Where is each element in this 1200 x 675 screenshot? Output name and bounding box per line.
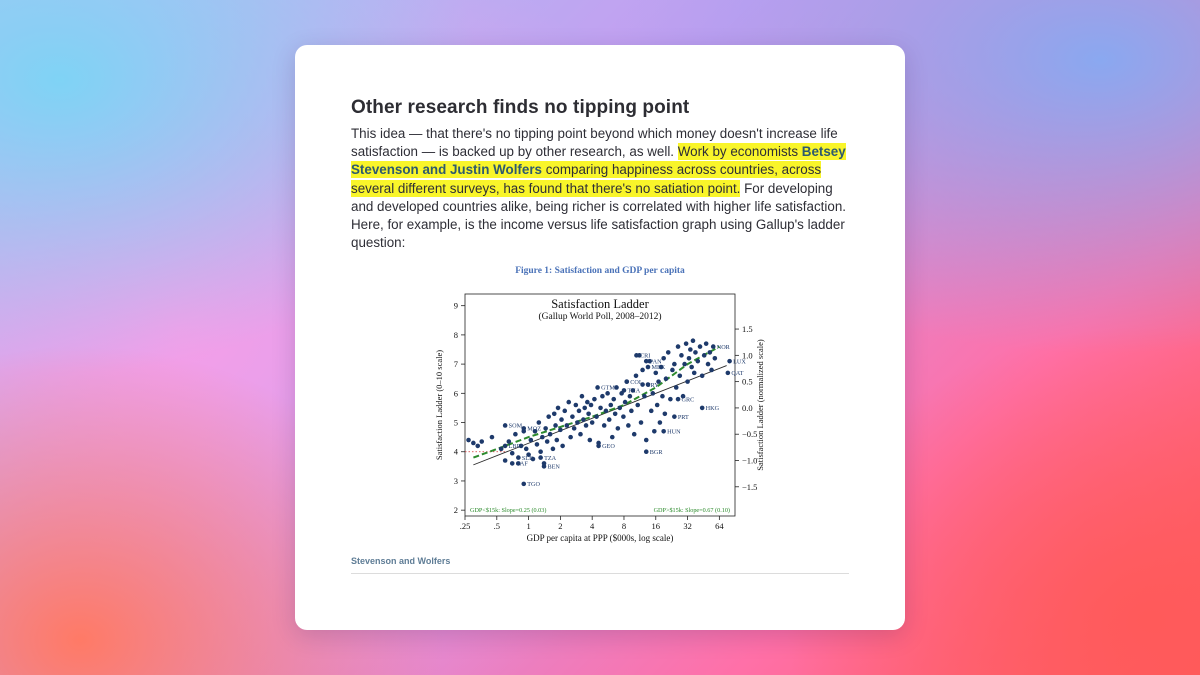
data-point xyxy=(611,397,616,402)
data-point xyxy=(644,438,649,443)
y-tick-label: 3 xyxy=(453,475,458,486)
paragraph-text-1: This idea — that there's no tipping point beyond which money doesn't increase life satisfaction — is backed up by other research, as well. xyxy=(351,126,838,160)
data-point xyxy=(499,447,504,452)
x-tick-label: 64 xyxy=(715,521,724,531)
authors-link[interactable]: Betsey Stevenson and Justin Wolfers xyxy=(351,144,846,178)
data-point xyxy=(670,368,675,373)
data-point xyxy=(688,347,693,352)
data-point xyxy=(537,420,542,425)
data-point xyxy=(545,439,550,444)
point-label: PAN xyxy=(649,358,662,366)
slope-annotation-right: GDP>$15k: Slope=0.67 (0.10) xyxy=(653,507,730,514)
data-point xyxy=(693,350,698,355)
data-point xyxy=(548,432,553,437)
data-point xyxy=(585,400,590,405)
data-point xyxy=(658,420,663,425)
data-point xyxy=(553,423,558,428)
article-paragraph xyxy=(351,125,851,252)
data-point xyxy=(632,432,637,437)
data-point xyxy=(521,426,526,431)
data-point xyxy=(529,438,534,443)
point-label: PRT xyxy=(677,413,689,421)
data-point xyxy=(598,406,603,411)
scatter-chart xyxy=(430,290,770,545)
point-label: LBR xyxy=(508,443,521,451)
point-label: MOZ xyxy=(527,425,542,433)
data-point xyxy=(708,350,713,355)
data-point xyxy=(580,394,585,399)
data-point xyxy=(666,350,671,355)
data-point xyxy=(610,435,615,440)
data-point xyxy=(582,406,587,411)
point-label: SOM xyxy=(508,422,523,430)
data-point xyxy=(644,449,649,454)
data-point xyxy=(479,439,484,444)
data-point xyxy=(510,451,515,456)
data-point xyxy=(689,365,694,370)
data-point xyxy=(524,447,529,452)
y2-tick-label: −1.0 xyxy=(742,455,758,466)
data-point xyxy=(552,411,557,416)
data-point xyxy=(540,435,545,440)
data-point xyxy=(566,400,571,405)
point-label: HKG xyxy=(705,405,720,413)
data-point xyxy=(575,420,580,425)
data-point xyxy=(602,423,607,428)
x-tick-label: 32 xyxy=(683,521,692,531)
data-point xyxy=(589,403,594,408)
data-point xyxy=(558,428,563,433)
data-point xyxy=(538,449,543,454)
x-tick-label: 4 xyxy=(590,521,595,531)
y2-tick-label: 0.0 xyxy=(742,402,753,413)
data-point xyxy=(692,371,697,376)
data-point xyxy=(652,429,657,434)
data-point xyxy=(574,403,579,408)
highlight-text-2: comparing happiness across countries, across several different surveys, has found that there's no satiation point. xyxy=(351,162,822,196)
data-point xyxy=(713,356,718,361)
highlight-text-1: Work by economists xyxy=(677,144,802,160)
data-point xyxy=(624,379,629,384)
data-point xyxy=(559,417,564,422)
data-point xyxy=(646,365,651,370)
data-point xyxy=(584,423,589,428)
data-point xyxy=(684,341,689,346)
point-label: SLE xyxy=(521,454,533,462)
data-point xyxy=(626,423,631,428)
paragraph-text-2: For developing and developed countries alike, being richer is correlated with higher life satisfaction. Here, for example, is the income versus life satisfaction graph using Gallup's ladder question: xyxy=(351,180,846,251)
data-point xyxy=(706,362,711,367)
data-point xyxy=(651,391,656,396)
data-point xyxy=(639,420,644,425)
data-point xyxy=(649,409,654,414)
data-point xyxy=(475,444,480,449)
data-point xyxy=(635,403,640,408)
data-point xyxy=(677,373,682,378)
data-point xyxy=(687,356,692,361)
point-label: GTM xyxy=(601,384,615,392)
data-point xyxy=(570,414,575,419)
data-point xyxy=(581,417,586,422)
data-point xyxy=(700,406,705,411)
data-point xyxy=(466,438,471,443)
y2-tick-label: 1.5 xyxy=(742,324,753,335)
x-tick-label: 2 xyxy=(558,521,563,531)
data-point xyxy=(608,403,613,408)
y-tick-label: 9 xyxy=(453,300,458,311)
x-tick-label: 16 xyxy=(651,521,661,531)
data-point xyxy=(616,426,621,431)
data-point xyxy=(727,359,732,364)
data-point xyxy=(613,411,618,416)
data-point xyxy=(503,444,508,449)
data-point xyxy=(685,379,690,384)
data-point xyxy=(642,394,647,399)
point-label: URY xyxy=(646,381,659,389)
data-point xyxy=(634,353,639,358)
data-point xyxy=(510,461,515,466)
data-point xyxy=(596,444,601,449)
x-tick-label: .25 xyxy=(459,521,471,531)
data-point xyxy=(588,438,593,443)
article-heading: Other research finds no tipping point xyxy=(351,97,690,118)
data-point xyxy=(726,371,731,376)
point-label: GRC xyxy=(681,396,695,404)
point-label: COL xyxy=(630,378,643,386)
data-point xyxy=(556,406,561,411)
x-axis-label: GDP per capita at PPP ($000s, log scale) xyxy=(526,533,674,543)
data-point xyxy=(700,373,705,378)
data-point xyxy=(709,368,714,373)
point-label: BGR xyxy=(649,448,663,456)
data-point xyxy=(577,409,582,414)
point-label: LUX xyxy=(733,358,746,366)
data-point xyxy=(607,417,612,422)
point-label: NOR xyxy=(716,343,730,351)
data-point xyxy=(503,423,508,428)
plot-frame xyxy=(465,294,735,516)
point-label: TGO xyxy=(527,481,540,489)
x-tick-label: 1 xyxy=(526,521,531,531)
data-point xyxy=(663,411,668,416)
data-point xyxy=(578,432,583,437)
data-point xyxy=(617,406,622,411)
data-point xyxy=(628,394,633,399)
data-point xyxy=(640,368,645,373)
data-point xyxy=(604,409,609,414)
data-point xyxy=(623,400,628,405)
data-point xyxy=(676,397,681,402)
point-label: CAF xyxy=(515,460,528,468)
data-point xyxy=(672,414,677,419)
data-point xyxy=(568,435,573,440)
data-point xyxy=(614,385,619,390)
point-label: GEO xyxy=(602,443,615,451)
chart-subtitle: (Gallup World Poll, 2008–2012) xyxy=(538,312,662,322)
y-tick-label: 8 xyxy=(453,329,458,340)
data-point xyxy=(535,442,540,447)
data-point xyxy=(560,444,565,449)
data-point xyxy=(668,397,673,402)
data-point xyxy=(621,414,626,419)
chart-title: Satisfaction Ladder xyxy=(551,297,649,311)
data-point xyxy=(629,409,634,414)
data-point xyxy=(698,344,703,349)
point-label: BEN xyxy=(547,463,560,471)
data-point xyxy=(516,455,521,460)
data-point xyxy=(562,409,567,414)
article-card xyxy=(295,45,905,630)
point-label: MEX xyxy=(651,364,666,372)
data-point xyxy=(679,353,684,358)
data-point xyxy=(644,359,649,364)
data-point xyxy=(674,385,679,390)
data-point xyxy=(661,356,666,361)
point-label: QAT xyxy=(731,370,744,378)
data-point xyxy=(634,373,639,378)
data-point xyxy=(702,353,707,358)
data-point xyxy=(538,455,543,460)
data-point xyxy=(543,426,548,431)
data-point xyxy=(676,344,681,349)
data-point xyxy=(661,429,666,434)
data-point xyxy=(503,458,508,463)
data-point xyxy=(555,438,560,443)
x-tick-label: .5 xyxy=(493,521,500,531)
x-tick-label: 8 xyxy=(621,521,627,531)
figure-credit: Stevenson and Wolfers xyxy=(351,556,451,566)
divider xyxy=(351,573,849,574)
data-point xyxy=(572,426,577,431)
y2-tick-label: 0.5 xyxy=(742,376,753,387)
data-point xyxy=(586,411,591,416)
data-point xyxy=(711,344,716,349)
point-label: THA xyxy=(627,387,641,395)
data-point xyxy=(605,391,610,396)
data-point xyxy=(490,435,495,440)
y-tick-label: 5 xyxy=(453,417,458,428)
y-tick-label: 6 xyxy=(453,388,458,399)
data-point xyxy=(660,394,665,399)
data-point xyxy=(600,394,605,399)
data-point xyxy=(704,341,709,346)
slope-annotation-left: GDP<$15k: Slope=0.25 (0.03) xyxy=(470,507,547,514)
data-point xyxy=(546,414,551,419)
y-axis-label: Satisfaction Ladder (0–10 scale) xyxy=(434,349,444,461)
data-point xyxy=(594,414,599,419)
data-point xyxy=(622,388,627,393)
data-point xyxy=(551,447,556,452)
y-tick-label: 7 xyxy=(453,359,458,370)
data-point xyxy=(682,362,687,367)
point-label: HUN xyxy=(667,428,681,436)
point-label: CRI xyxy=(639,352,651,360)
data-point xyxy=(542,464,547,469)
data-point xyxy=(691,338,696,343)
data-point xyxy=(592,397,597,402)
data-point xyxy=(471,441,476,446)
data-point xyxy=(653,371,658,376)
figure-title: Figure 1: Satisfaction and GDP per capita xyxy=(515,266,685,276)
y2-tick-label: −0.5 xyxy=(742,429,758,440)
data-point xyxy=(672,362,677,367)
data-point xyxy=(655,403,660,408)
data-point xyxy=(595,385,600,390)
data-point xyxy=(696,359,701,364)
y2-axis-label: Satisfaction Ladder (normalized scale) xyxy=(755,339,765,471)
y2-tick-label: 1.0 xyxy=(742,350,753,361)
y-tick-label: 4 xyxy=(453,446,458,457)
data-point xyxy=(521,482,526,487)
y2-tick-label: −1.5 xyxy=(742,481,758,492)
data-point xyxy=(513,432,518,437)
y-tick-label: 2 xyxy=(453,505,458,516)
point-label: TZA xyxy=(544,454,557,462)
data-point xyxy=(590,420,595,425)
data-point xyxy=(664,376,669,381)
data-point xyxy=(564,423,569,428)
